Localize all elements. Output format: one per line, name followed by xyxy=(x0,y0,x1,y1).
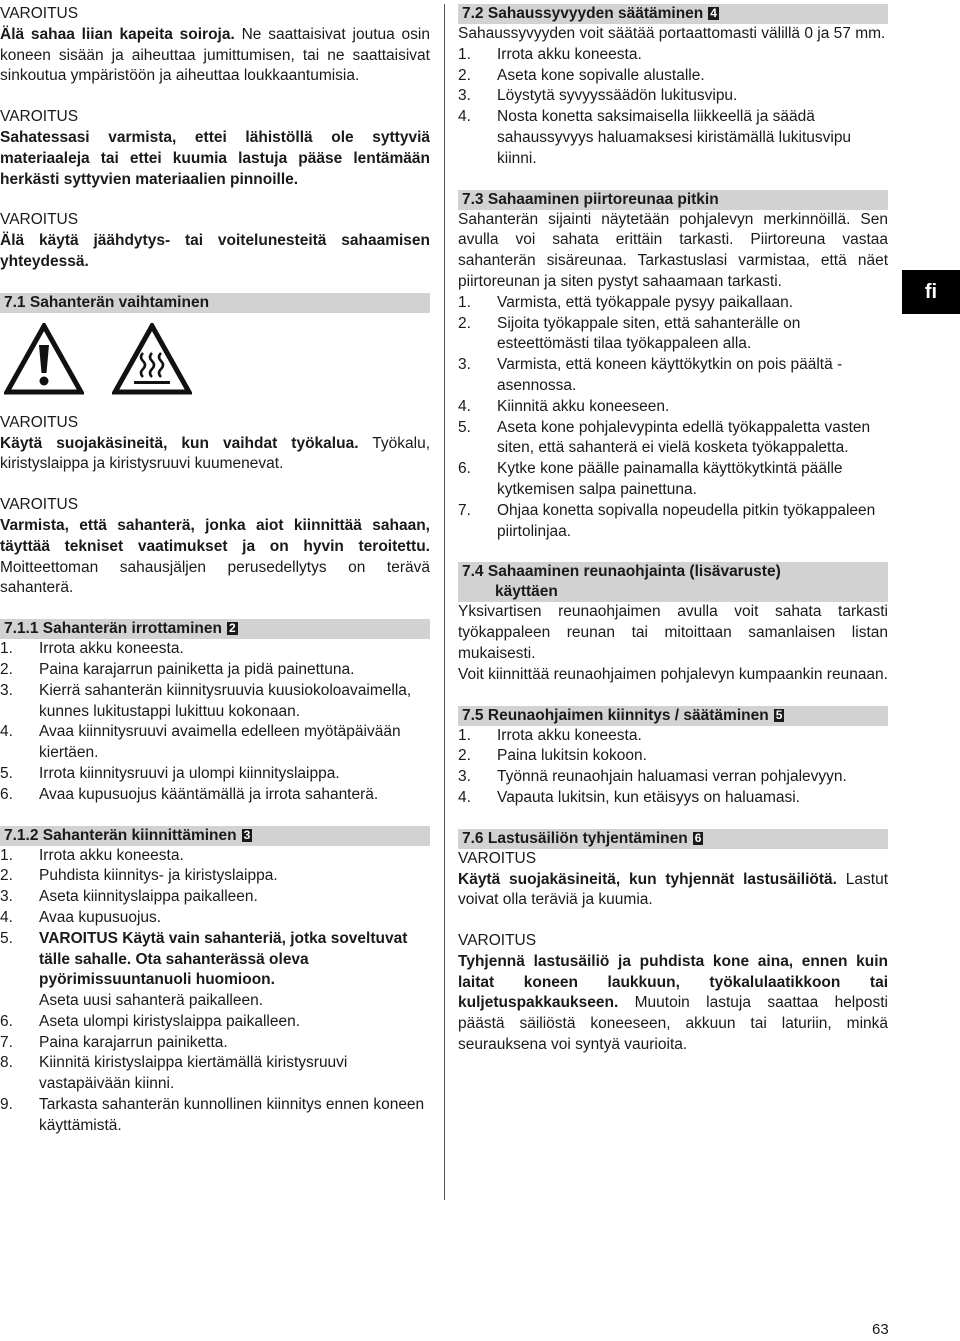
warning-label: VAROITUS xyxy=(0,496,79,514)
list-item-number: 2. xyxy=(458,747,471,765)
list-item-text: Paina lukitsin kokoon. xyxy=(497,747,647,765)
list-item-text: Nosta konetta saksimaisella liikkeellä ja säädä sahaussyvyys haluamaksesi kiristämällä lukitusvipu kiinni. xyxy=(497,108,852,167)
list-item-text: Paina karajarrun painiketta. xyxy=(39,1033,228,1051)
warning-label: VAROITUS xyxy=(0,5,79,22)
list-item-number: 7. xyxy=(458,501,471,519)
list-item-text: Löystytä syvyyssäädön lukitusvipu. xyxy=(497,87,738,105)
list-item-text: Aseta kiinnityslaippa paikalleen. xyxy=(39,888,258,906)
warning-label: VAROITUS xyxy=(0,413,79,431)
list-item-number: 1. xyxy=(458,45,471,63)
list-item xyxy=(458,746,888,767)
warning-label: VAROITUS xyxy=(0,211,79,229)
general-warning-icon xyxy=(4,323,84,395)
list-item-text: Irrota akku koneesta. xyxy=(39,846,184,864)
list-item-number: 3. xyxy=(458,356,471,374)
list-item xyxy=(458,788,888,809)
list-item-text: Aseta ulompi kiristyslaippa paikalleen. xyxy=(39,1012,301,1030)
warning-label: VAROITUS xyxy=(458,849,537,867)
list-item-text: Työnnä reunaohjain haluamasi verran pohjalevyyn. xyxy=(497,768,847,786)
warning-bold-text: Älä käytä jäähdytys- tai voitelunesteitä sahaamisen yhteydessä. xyxy=(0,232,430,270)
section-text: Yksivartisen reunaohjaimen avulla voit sahata tarkasti työkappaleen reunan tai mitoittaan samanlaisen listan mukaisesti. xyxy=(458,603,888,662)
list-item xyxy=(0,866,430,887)
warning-bold-text: Sahatessasi varmista, ettei lähistöllä ole syttyviä materiaaleja tai ettei kuumia lastuja pääse lentämään herkästi syttyvien materiaalien pinnoille. xyxy=(0,128,430,188)
left-column xyxy=(0,4,430,1137)
list-item-text: Varmista, että työkappale pysyy paikallaan. xyxy=(497,293,794,311)
section-number: 7.4 xyxy=(462,563,484,581)
section-heading-7-1-1 xyxy=(0,619,430,639)
list-item-number: 5. xyxy=(0,929,13,947)
figure-badge: 3 xyxy=(243,827,251,842)
section-title: Sahanterän vaihtaminen xyxy=(29,293,210,311)
list-item-number: 6. xyxy=(0,785,13,803)
page-number: 63 xyxy=(872,1321,889,1338)
list-item-number: 1. xyxy=(0,846,13,864)
list-item-number: 4. xyxy=(458,788,471,806)
list-item xyxy=(0,639,430,660)
warning-bold-text: Älä sahaa liian kapeita soiroja. xyxy=(0,25,235,43)
figure-badge: 2 xyxy=(228,621,236,636)
list-item xyxy=(0,1033,430,1054)
section-number: 7.2 xyxy=(462,5,484,22)
warning-text: Muutoin lastuja saattaa helposti päästä säiliöstä koneeseen, akkuun tai laturiin, minkä seurauksena voi syntyä vaurioita. xyxy=(458,994,888,1054)
warning-text: Ne saattaisivat joutua osin koneen sisään ja aiheuttaa jumittumisen, tai ne saattaisivat sinkoutua ympäristöön ja aiheuttaa loukkaantumisia. xyxy=(0,25,430,85)
list-item-text: Sijoita työkappale siten, että sahanterälle on esteettömästi tilaa työkappaleen alla. xyxy=(497,314,801,353)
list-item-number: 4. xyxy=(0,723,13,741)
list-item xyxy=(0,660,430,681)
list-item-text: Irrota akku koneesta. xyxy=(497,45,642,63)
section-text: Voit kiinnittää reunaohjaimen pohjalevyn kumpaankin reunaan. xyxy=(458,665,888,683)
list-item-text: Puhdista kiinnitys- ja kiristyslaippa. xyxy=(39,867,278,885)
warning-text: Työkalu, kiristyslaippa ja kiristysruuvi kuumenevat. xyxy=(0,434,430,473)
list-item xyxy=(458,314,888,356)
list-item-number: 2. xyxy=(0,660,13,678)
list-item-number: 2. xyxy=(458,314,471,332)
list-item-text: Avaa kupusuojus kääntämällä ja irrota sahanterä. xyxy=(39,785,379,803)
list-item-number: 2. xyxy=(458,66,471,84)
list-item-number: 3. xyxy=(458,768,471,786)
list-item xyxy=(0,1095,430,1137)
list-item xyxy=(458,86,888,107)
section-number: 7.1.2 xyxy=(4,826,39,844)
list-item-text: Irrota akku koneesta. xyxy=(497,726,642,744)
list-item-text: Avaa kupusuojus. xyxy=(39,908,162,926)
list-item xyxy=(458,293,888,314)
section-number: 7.5 xyxy=(462,706,484,724)
figure-badge: 5 xyxy=(775,707,783,722)
warning-narrow-strips xyxy=(0,4,430,87)
warning-bold-text: Käytä suojakäsineitä, kun vaihdat työkalua. xyxy=(0,434,359,452)
list-item-text: VAROITUS Käytä vain sahanteriä, jotka soveltuvat tälle sahalle. Ota sahanterässä oleva pyörimissuuntanuoli huomioon. xyxy=(39,929,408,989)
language-tab: fi xyxy=(902,270,960,314)
section-title: Lastusäiliön tyhjentäminen xyxy=(487,829,688,847)
list-item-text: Irrota akku koneesta. xyxy=(39,640,184,658)
steps-cut-depth xyxy=(458,45,888,170)
list-item xyxy=(0,1012,430,1033)
list-item-extra: Aseta uusi sahanterä paikalleen. xyxy=(39,992,264,1010)
list-item-number: 2. xyxy=(0,867,13,885)
warning-blade-requirements xyxy=(0,495,430,599)
list-item-number: 4. xyxy=(0,908,13,926)
list-item-number: 3. xyxy=(0,681,13,699)
section-number: 7.1 xyxy=(4,293,26,311)
section-number: 7.3 xyxy=(462,190,484,208)
section-title: Sahaussyvyyden säätäminen xyxy=(487,5,704,22)
list-item-text: Avaa kiinnitysruuvi avaimella edelleen myötäpäivään kiertäen. xyxy=(39,723,401,762)
list-item-number: 7. xyxy=(0,1033,13,1051)
list-item-number: 6. xyxy=(458,460,471,478)
section-heading-7-5 xyxy=(458,706,888,726)
list-item xyxy=(0,1053,430,1095)
section-heading-7-3 xyxy=(458,190,888,210)
list-item-number: 3. xyxy=(458,87,471,105)
list-item xyxy=(0,785,430,806)
list-item xyxy=(458,726,888,747)
safety-icons xyxy=(4,323,430,395)
list-item xyxy=(0,846,430,867)
section-number: 7.6 xyxy=(462,829,484,847)
warning-label: VAROITUS xyxy=(458,932,537,950)
warning-bold-text: Varmista, että sahanterä, jonka aiot kiinnittää sahaan, täyttää tekniset vaatimukset ja on hyvin teroitettu. xyxy=(0,516,430,555)
figure-badge: 6 xyxy=(694,830,702,845)
list-item-text: Aseta kone sopivalle alustalle. xyxy=(497,66,705,84)
list-item-number: 1. xyxy=(458,726,471,744)
list-item-number: 5. xyxy=(458,418,471,436)
list-item xyxy=(458,767,888,788)
list-item-number: 3. xyxy=(0,888,13,906)
warning-gloves xyxy=(0,413,430,475)
list-item xyxy=(458,459,888,501)
hot-surface-icon xyxy=(112,323,192,395)
section-intro: Sahanterän sijainti näytetään pohjalevyn merkinnöillä. Sen avulla voi sahata erittäin tarkasti. Piirtoreuna vastaa sahanterän sisäreunaa. Tarkastuslasi varmistaa, että näet piirtoreunan ja siten pystyt sahaamaan tarkasti. xyxy=(458,210,888,290)
list-item-number: 4. xyxy=(458,108,471,126)
list-item xyxy=(0,887,430,908)
list-item-number: 6. xyxy=(0,1012,13,1030)
section-heading-7-2 xyxy=(458,4,888,24)
list-item xyxy=(458,397,888,418)
list-item-number: 1. xyxy=(0,640,13,658)
list-item-text: Irrota kiinnitysruuvi ja ulompi kiinnityslaippa. xyxy=(39,764,340,782)
list-item-number: 9. xyxy=(0,1096,13,1114)
steps-edge-guide xyxy=(458,726,888,809)
section-heading-7-1-2 xyxy=(0,826,430,846)
section-number: 7.1.1 xyxy=(4,620,39,638)
warning-label: VAROITUS xyxy=(0,108,79,126)
list-item xyxy=(0,722,430,764)
list-item-text: Aseta kone pohjalevypinta edellä työkappaletta vasten siten, että sahanterä ei vielä kosketa työkappaletta. xyxy=(497,418,871,457)
warning-coolants xyxy=(0,210,430,272)
section-heading-7-1 xyxy=(0,293,430,313)
list-item xyxy=(458,66,888,87)
steps-install-blade xyxy=(0,846,430,1137)
steps-remove-blade xyxy=(0,639,430,805)
list-item xyxy=(0,681,430,723)
list-item-number: 1. xyxy=(458,293,471,311)
list-item xyxy=(458,501,888,543)
list-item-number: 5. xyxy=(0,764,13,782)
list-item-text: Vapauta lukitsin, kun etäisyys on haluamasi. xyxy=(497,788,800,806)
list-item-number: 8. xyxy=(0,1054,13,1072)
warning-text: Lastut voivat olla teräviä ja kuumia. xyxy=(458,870,889,909)
section-title: Sahanterän kiinnittäminen xyxy=(42,826,237,844)
warning-text: Moitteettoman sahausjäljen perusedellytys on terävä sahanterä. xyxy=(0,558,430,597)
list-item-text: Varmista, että koneen käyttökytkin on pois päältä -asennossa. xyxy=(497,356,843,394)
right-column xyxy=(458,4,888,1056)
warning-bold-text: Tyhjennä lastusäiliö ja puhdista kone aina, ennen kuin laitat koneen laukkuun, työkalulaatikkoon tai kuljetuspakkaukseen. xyxy=(458,952,888,1012)
list-item-text: Kiinnitä akku koneeseen. xyxy=(497,397,670,415)
steps-cut-along-line xyxy=(458,293,888,543)
column-divider xyxy=(444,4,445,1200)
section-title-line2: käyttäen xyxy=(495,583,558,601)
list-item xyxy=(458,355,888,397)
warning-chip-gloves xyxy=(458,849,888,911)
section-heading-7-4 xyxy=(458,562,888,602)
list-item-text: Ohjaa konetta sopivalla nopeudella pitkin työkappaleen piirtolinjaa. xyxy=(497,501,876,540)
list-item-text: Kytke kone päälle painamalla käyttökytkintä päälle kytkemisen salpa painettuna. xyxy=(497,460,843,498)
list-item xyxy=(458,107,888,169)
list-item-number: 4. xyxy=(458,397,471,415)
section-title: Sahaaminen reunaohjainta (lisävaruste) xyxy=(487,563,781,581)
warning-empty-container xyxy=(458,931,888,1056)
figure-badge: 4 xyxy=(710,6,717,20)
section-heading-7-6 xyxy=(458,829,888,849)
list-item xyxy=(0,764,430,785)
warning-bold-text: Käytä suojakäsineitä, kun tyhjennät lastusäiliötä. xyxy=(458,870,837,888)
list-item xyxy=(0,908,430,929)
section-title: Reunaohjaimen kiinnitys / säätäminen xyxy=(487,706,769,724)
section-title: Sahanterän irrottaminen xyxy=(42,620,222,638)
list-item xyxy=(458,45,888,66)
list-item xyxy=(0,929,430,1012)
list-item-text: Kierrä sahanterän kiinnitysruuvia kuusiokoloavaimella, kunnes lukitustappi lukittuu kokonaan. xyxy=(39,681,412,720)
section-intro: Sahaussyvyyden voit säätää portaattomasti välillä 0 ja 57 mm. xyxy=(458,25,886,42)
warning-flammable xyxy=(0,107,430,190)
list-item-text: Paina karajarrun painiketta ja pidä painettuna. xyxy=(39,660,355,678)
list-item xyxy=(458,418,888,460)
list-item-text: Kiinnitä kiristyslaippa kiertämällä kiristysruuvi vastapäivään kiinni. xyxy=(39,1054,348,1093)
list-item-text: Tarkasta sahanterän kunnollinen kiinnitys ennen koneen käyttämistä. xyxy=(39,1096,425,1134)
section-title: Sahaaminen piirtoreunaa pitkin xyxy=(487,190,719,208)
